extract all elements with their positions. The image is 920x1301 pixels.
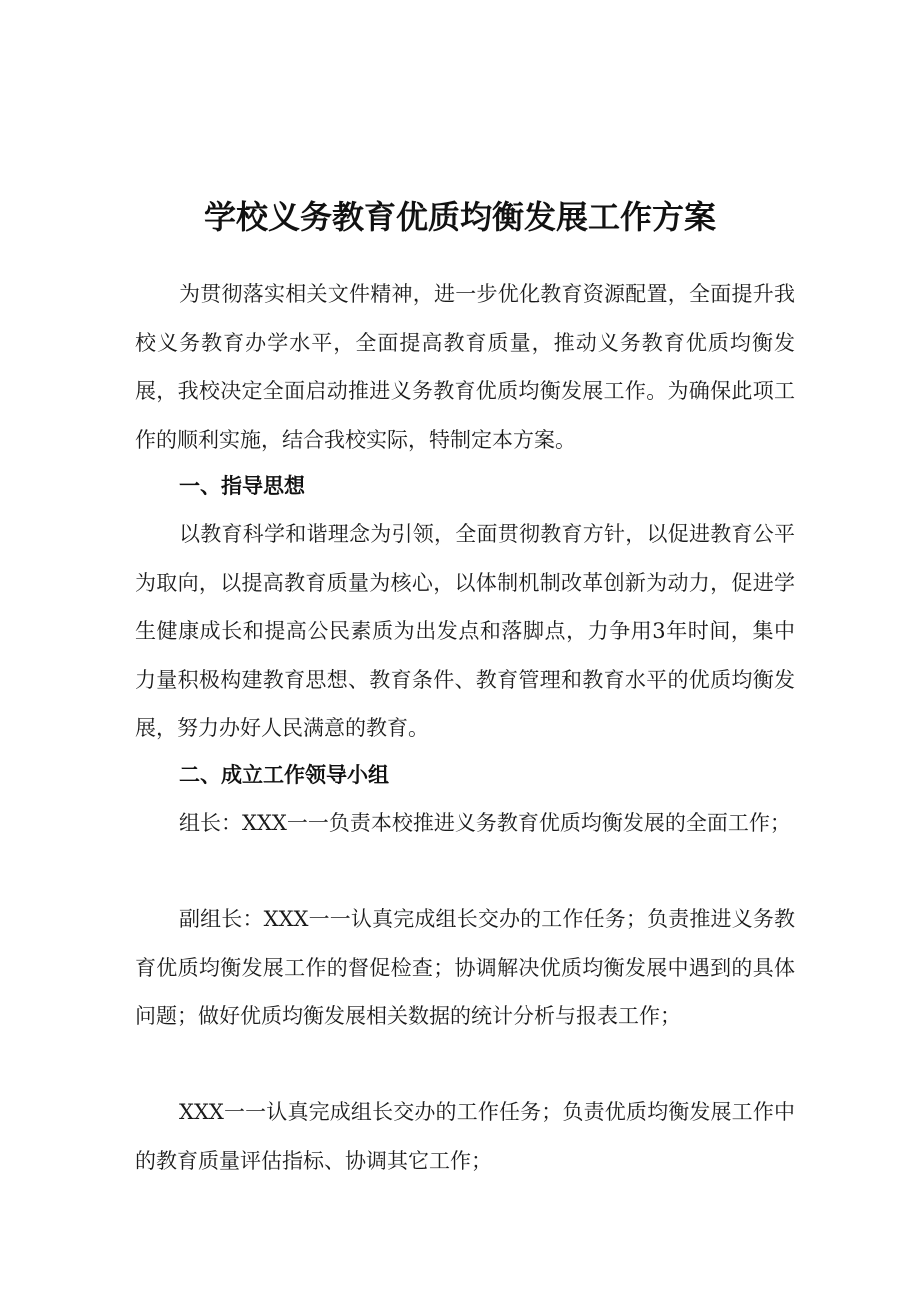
- intro-paragraph: 为贯彻落实相关文件精神，进一步优化教育资源配置，全面提升我校义务教育办学水平，全面提高教育质量，推动义务教育优质均衡发展，我校决定全面启动推进义务教育优质均衡发展工作。为确保此项工作的顺利实施，结合我校实际，特制定本方案。: [135, 282, 795, 452]
- section-heading-leadership-group: 二、成立工作领导小组: [179, 763, 389, 787]
- section-heading-guiding-ideology: 一、指导思想: [179, 474, 305, 498]
- guiding-ideology-paragraph: 以教育科学和谐理念为引领，全面贯彻教育方针，以促进教育公平为取向，以提高教育质量为核心，以体制机制改革创新为动力，促进学生健康成长和提高公民素质为出发点和落脚点，力争用3年时间，集中力量积极构建教育思想、教育条件、教育管理和教育水平的优质均衡发展，努力办好人民满意的教育。: [135, 522, 795, 740]
- deputy-leader-paragraph: 副组长：XXX一一认真完成组长交办的工作任务；负责推进义务教育优质均衡发展工作的督促检查；协调解决优质均衡发展中遇到的具体问题；做好优质均衡发展相关数据的统计分析与报表工作；: [135, 907, 795, 1028]
- document-title: 学校义务教育优质均衡发展工作方案: [203, 198, 716, 237]
- member-paragraph: XXX一一认真完成组长交办的工作任务；负责优质均衡发展工作中的教育质量评估指标、协调其它工作；: [135, 1100, 795, 1173]
- group-leader-paragraph: 组长：XXX一一负责本校推进义务教育优质均衡发展的全面工作；: [179, 811, 791, 835]
